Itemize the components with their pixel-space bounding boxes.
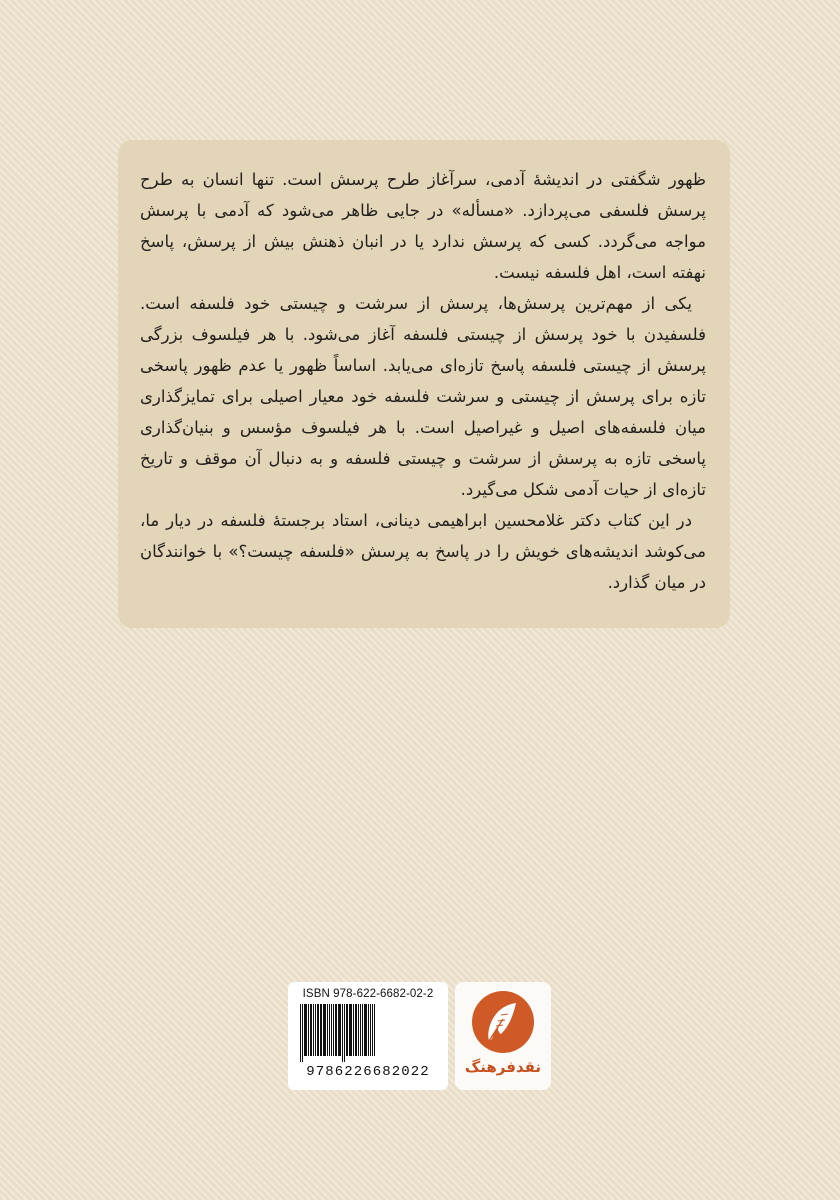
blurb-paragraph-1: ظهور شگفتی در اندیشهٔ آدمی، سرآغاز طرح پرسش است. تنها انسان به طرح پرسش فلسفی می‌پردازد. «مسأله» در جایی ظاهر می‌شود که آدمی با پرسش مواجه می‌گردد. کسی که پرسش ندارد یا در انبان ذهنش بیش از پرسش، پاسخ نهفته است، اهل فلسفه نیست. (140, 170, 706, 282)
isbn-label: ISBN 978-622-6682-02-2 (302, 988, 434, 1000)
publisher-logo-circle (472, 991, 534, 1053)
blurb-paragraph-3: در این کتاب دکتر غلامحسین ابراهیمی دینانی، استاد برجستهٔ فلسفه در دیار ما، می‌کوشد اندیشه‌های خویش را در پاسخ به پرسش «فلسفه چیست؟» با خوانندگان در میان گذارد. (140, 511, 706, 592)
barcode-bars (298, 1004, 438, 1062)
blurb-paragraph-2: یکی از مهم‌ترین پرسش‌ها، پرسش از سرشت و چیستی خود فلسفه است. فلسفیدن با خود پرسش از چیستی فلسفه آغاز می‌شود. با هر فیلسوف بزرگی پرسش از چیستی فلسفه پاسخ تازه‌ای می‌یابد. اساساً ظهور یا عدم ظهور پاسخی تازه برای پرسش از چیستی و سرشت فلسفه خود معیار اصیلی برای تمایزگذاری میان فلسفه‌های اصیل و غیراصیل است. با هر فیلسوف مؤسس و بنیان‌گذاری پاسخی تازه به پرسش از سرشت و چیستی فلسفه و به دنبال آن موقف و تاریخ تازه‌ای از حیات آدمی شکل می‌گیرد. (140, 294, 706, 499)
isbn-barcode (288, 982, 448, 1090)
publisher-logo (455, 982, 551, 1090)
barcode-digits: 9786226682022 (306, 1064, 430, 1080)
publisher-name: نقدفرهنگ (464, 1058, 542, 1076)
quill-feather-icon (472, 991, 534, 1053)
blurb-panel (118, 140, 730, 628)
